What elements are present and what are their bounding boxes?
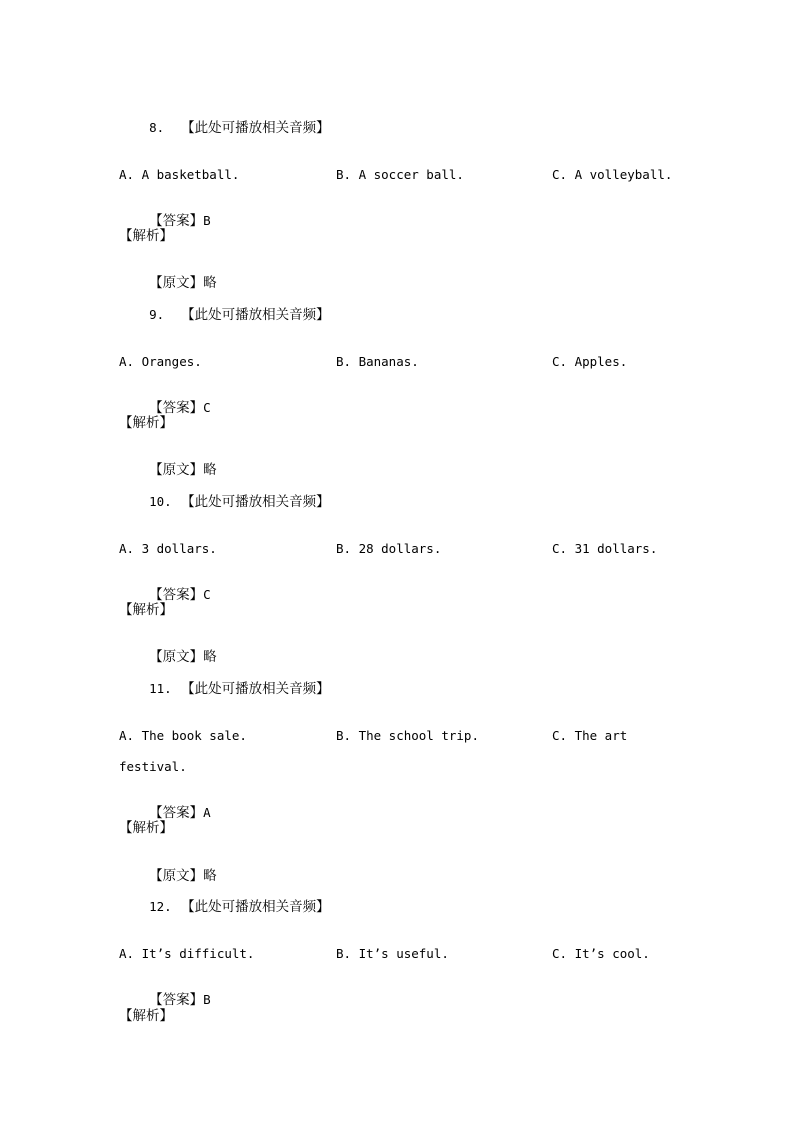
audio-placeholder[interactable]: 【此处可播放相关音频】 — [181, 120, 330, 136]
option-c: C. 31 dollars. — [552, 541, 658, 556]
original-label: 【原文】 — [149, 275, 204, 291]
answer-label: 【答案】 — [149, 213, 204, 229]
audio-placeholder[interactable]: 【此处可播放相关音频】 — [181, 494, 330, 510]
answer-value: C — [203, 587, 211, 602]
answer-label: 【答案】 — [149, 992, 204, 1008]
original-value: 略 — [203, 275, 217, 291]
question-11-header — [119, 665, 330, 713]
question-number: 8. — [149, 120, 165, 135]
answer-label: 【答案】 — [149, 805, 204, 821]
question-10-header — [119, 478, 330, 526]
original-label: 【原文】 — [149, 868, 204, 884]
answer-value: C — [203, 400, 211, 415]
original-label: 【原文】 — [149, 462, 204, 478]
option-a: A. The book sale. — [119, 728, 247, 743]
question-12-header — [119, 883, 330, 931]
option-a: A. A basketball. — [119, 167, 240, 182]
analysis-label: 【解析】 — [119, 1008, 173, 1024]
answer-value: A — [203, 805, 211, 820]
option-b: B. The school trip. — [336, 728, 479, 743]
original-value: 略 — [203, 462, 217, 478]
option-b: B. It’s useful. — [336, 946, 449, 961]
question-number: 9. — [149, 307, 165, 322]
question-number: 10. — [149, 494, 172, 509]
option-b: B. A soccer ball. — [336, 167, 464, 182]
option-c: C. The art — [552, 728, 628, 743]
option-c: C. It’s cool. — [552, 946, 650, 961]
option-b: B. 28 dollars. — [336, 541, 442, 556]
question-number: 11. — [149, 681, 172, 696]
audio-placeholder[interactable]: 【此处可播放相关音频】 — [181, 899, 330, 915]
answer-label: 【答案】 — [149, 587, 204, 603]
answer-label: 【答案】 — [149, 400, 204, 416]
question-number: 12. — [149, 899, 172, 914]
option-b: B. Bananas. — [336, 354, 419, 369]
option-a: A. It’s difficult. — [119, 946, 255, 961]
original-value: 略 — [203, 649, 217, 665]
option-c: C. Apples. — [552, 354, 628, 369]
original-label: 【原文】 — [149, 649, 204, 665]
question-9-header — [119, 291, 330, 339]
audio-placeholder[interactable]: 【此处可播放相关音频】 — [181, 681, 330, 697]
question-8-header — [119, 104, 330, 152]
analysis-label: 【解析】 — [119, 415, 173, 431]
answer-value: B — [203, 992, 211, 1007]
option-a: A. 3 dollars. — [119, 541, 217, 556]
option-a: A. Oranges. — [119, 354, 202, 369]
audio-placeholder[interactable]: 【此处可播放相关音频】 — [181, 307, 330, 323]
analysis-label: 【解析】 — [119, 228, 173, 244]
analysis-label: 【解析】 — [119, 820, 173, 836]
option-c: C. A volleyball. — [552, 167, 673, 182]
answer-value: B — [203, 213, 211, 228]
option-c-continuation: festival. — [119, 759, 187, 774]
original-value: 略 — [203, 868, 217, 884]
analysis-label: 【解析】 — [119, 602, 173, 618]
